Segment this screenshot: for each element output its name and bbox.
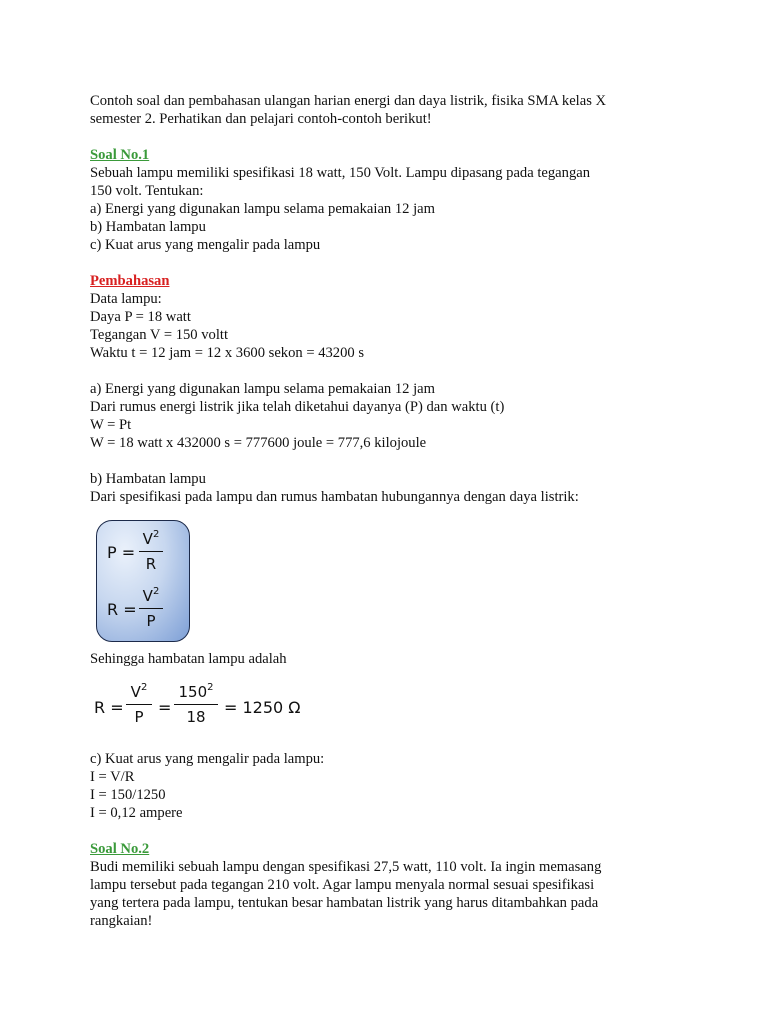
soal1-line: 150 volt. Tentukan: [90, 183, 204, 199]
formula-box [96, 520, 190, 642]
result-fraction2 [174, 682, 218, 727]
formula2-denominator: P [146, 612, 156, 631]
result-exponent2: 2 [207, 682, 214, 693]
soal2-line: lampu tersebut pada tegangan 210 volt. Agar lampu menyala normal sesuai spesifikasi [90, 877, 595, 893]
soal1-line: c) Kuat arus yang mengalir pada lampu [90, 237, 321, 253]
data-line: Waktu t = 12 jam = 12 x 3600 sekon = 43200 s [90, 345, 365, 361]
formula2-fraction [139, 586, 163, 631]
part-a-line: W = Pt [90, 417, 132, 433]
soal1-line: Sebuah lampu memiliki spesifikasi 18 watt, 150 Volt. Lampu dipasang pada tegangan [90, 165, 591, 181]
sehingga-line: Sehingga hambatan lampu adalah [90, 651, 287, 667]
formula1-fraction [139, 529, 163, 574]
result-equals: = [158, 698, 172, 717]
part-a-line: W = 18 watt x 432000 s = 777600 joule = 777,6 kilojoule [90, 435, 427, 451]
part-b-line: b) Hambatan lampu [90, 471, 206, 487]
soal1-heading: Soal No.1 [90, 147, 150, 163]
formula1-numerator: V [142, 530, 153, 548]
formula2-lhs: R = [107, 600, 137, 619]
result-lhs: R = [94, 698, 124, 717]
formula1-exponent: 2 [152, 529, 160, 540]
part-c-line: I = 150/1250 [90, 787, 166, 803]
data-line: Data lampu: [90, 291, 162, 307]
part-c-block [90, 750, 650, 930]
intro-line: Contoh soal dan pembahasan ulangan harian energi dan daya listrik, fisika SMA kelas X [90, 93, 607, 109]
data-line: Tegangan V = 150 voltt [90, 327, 228, 343]
result-equation [92, 680, 312, 734]
formula1-denominator: R [145, 555, 157, 574]
result-rhs: = 1250 Ω [224, 698, 301, 717]
soal1-line: a) Energi yang digunakan lampu selama pemakaian 12 jam [90, 201, 435, 217]
result-numerator2: 150 [178, 683, 208, 701]
part-a-line: Dari rumus energi listrik jika telah diketahui dayanya (P) dan waktu (t) [90, 399, 505, 415]
intro-line: semester 2. Perhatikan dan pelajari contoh-contoh berikut! [90, 111, 432, 127]
pembahasan-heading: Pembahasan [90, 273, 170, 289]
soal2-line: Budi memiliki sebuah lampu dengan spesifikasi 27,5 watt, 110 volt. Ia ingin memasang [90, 859, 602, 875]
result-fraction1 [126, 682, 152, 727]
soal2-line: yang tertera pada lampu, tentukan besar hambatan listrik yang harus ditambahkan pada [90, 895, 599, 911]
soal2-heading: Soal No.2 [90, 841, 150, 857]
formula1-lhs: P = [107, 543, 136, 562]
result-exponent1: 2 [140, 682, 148, 693]
result-denominator2: 18 [186, 708, 206, 727]
result-numerator1: V [130, 683, 141, 701]
part-b-line: Dari spesifikasi pada lampu dan rumus hambatan hubungannya dengan daya listrik: [90, 489, 579, 505]
formula2-numerator: V [142, 587, 153, 605]
soal2-line: rangkaian! [90, 913, 153, 929]
formula2-exponent: 2 [152, 586, 160, 597]
result-denominator1: P [134, 708, 144, 727]
part-c-line: I = V/R [90, 769, 135, 785]
data-line: Daya P = 18 watt [90, 309, 191, 325]
document-page [90, 92, 650, 506]
soal1-line: b) Hambatan lampu [90, 219, 206, 235]
part-c-line: I = 0,12 ampere [90, 805, 183, 821]
part-a-line: a) Energi yang digunakan lampu selama pemakaian 12 jam [90, 381, 435, 397]
part-c-line: c) Kuat arus yang mengalir pada lampu: [90, 751, 325, 767]
